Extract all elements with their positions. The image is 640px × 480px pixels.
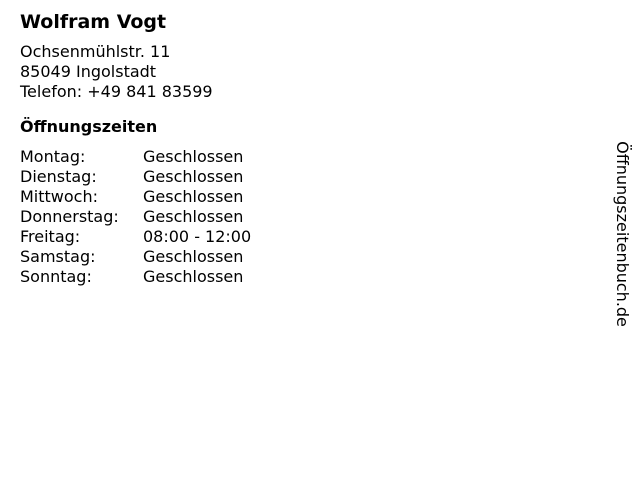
day-label: Dienstag: bbox=[20, 167, 97, 186]
hours-row-saturday bbox=[20, 247, 251, 267]
time-value: Geschlossen bbox=[143, 167, 244, 186]
hours-row-wednesday bbox=[20, 187, 251, 207]
hours-row-thursday bbox=[20, 207, 251, 227]
hours-title: Öffnungszeiten bbox=[20, 117, 158, 136]
time-value: Geschlossen bbox=[143, 247, 244, 266]
address-block bbox=[20, 42, 580, 102]
hours-row-sunday bbox=[20, 267, 251, 287]
city-postal: 85049 Ingolstadt bbox=[20, 62, 157, 81]
time-value: Geschlossen bbox=[143, 267, 244, 286]
phone-number: Telefon: +49 841 83599 bbox=[20, 82, 213, 101]
brand-watermark: Öffnungszeitenbuch.de bbox=[613, 141, 632, 327]
day-label: Mittwoch: bbox=[20, 187, 98, 206]
day-label: Donnerstag: bbox=[20, 207, 119, 226]
time-value: Geschlossen bbox=[143, 147, 244, 166]
day-label: Sonntag: bbox=[20, 267, 92, 286]
time-value: Geschlossen bbox=[143, 187, 244, 206]
hours-row-friday bbox=[20, 227, 251, 247]
hours-table bbox=[20, 147, 251, 287]
street-address: Ochsenmühlstr. 11 bbox=[20, 42, 171, 61]
hours-row-tuesday bbox=[20, 167, 251, 187]
day-label: Samstag: bbox=[20, 247, 96, 266]
hours-row-monday bbox=[20, 147, 251, 167]
day-label: Montag: bbox=[20, 147, 86, 166]
business-card bbox=[20, 10, 580, 287]
time-value: Geschlossen bbox=[143, 207, 244, 226]
day-label: Freitag: bbox=[20, 227, 81, 246]
business-name: Wolfram Vogt bbox=[20, 11, 167, 33]
time-value: 08:00 - 12:00 bbox=[143, 227, 252, 246]
